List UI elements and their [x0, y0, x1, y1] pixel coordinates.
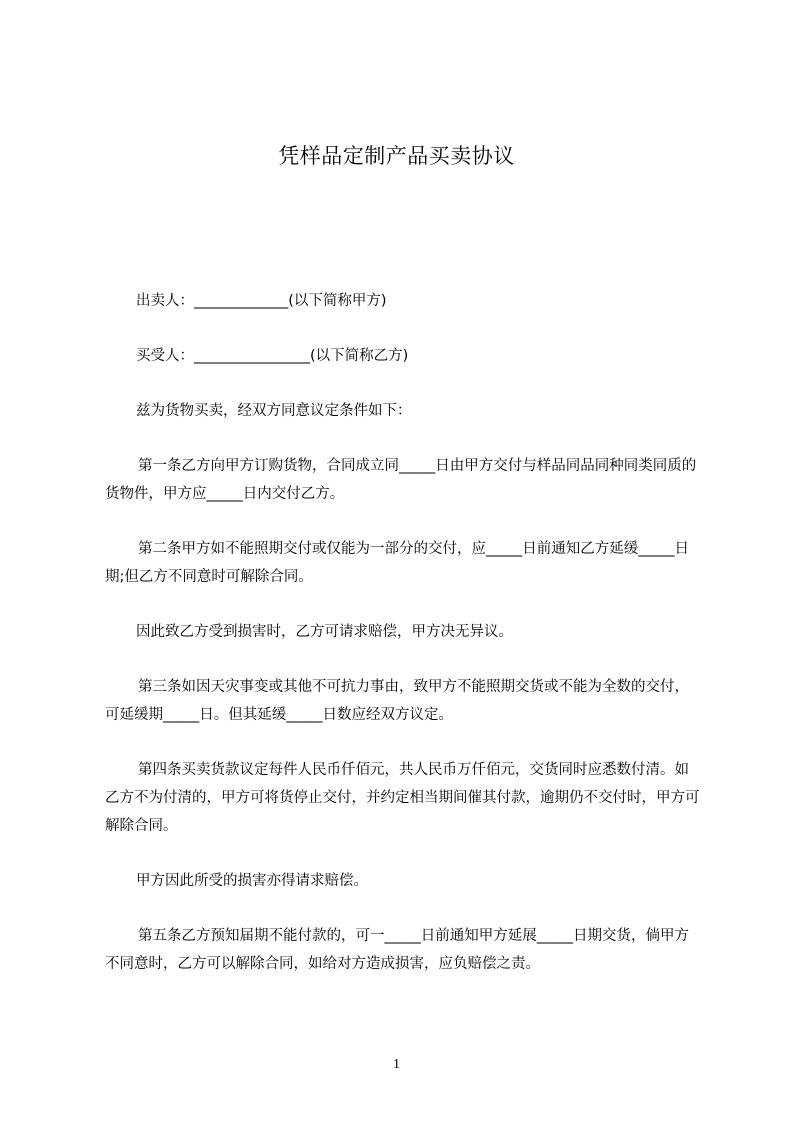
paragraph-article-4: 第四条买卖货款议定每件人民币仟佰元，共人民币万仟佰元，交货同时应悉数付清。如乙方不为付清的，甲方可将货停止交付，并约定相当期间催其付款，逾期仍不交付时，甲方可解除合同。	[105, 762, 700, 834]
paragraph-seller: 出卖人：_____________(以下简称甲方)	[136, 293, 387, 309]
paragraph-damages-1: 因此致乙方受到损害时，乙方可请求赔偿，甲方决无异议。	[136, 624, 513, 640]
paragraph-article-3: 第三条如因天灾事变或其他不可抗力事由，致甲方不能照期交货或不能为全数的交付，可延缓期_____日。但其延缓_____日数应经双方议定。	[105, 679, 689, 723]
document-body	[105, 287, 700, 1005]
paragraph-article-2: 第二条甲方如不能照期交付或仅能为一部分的交付，应_____日前通知乙方延缓_____日期;但乙方不同意时可解除合同。	[105, 541, 689, 585]
page-number: 1	[393, 1057, 400, 1072]
document-title: 凭样品定制产品买卖协议	[278, 144, 515, 168]
paragraph-damages-2: 甲方因此所受的损害亦得请求赔偿。	[136, 873, 368, 889]
paragraph-preamble: 兹为货物买卖，经双方同意议定条件如下：	[136, 403, 412, 419]
paragraph-article-5: 第五条乙方预知届期不能付款的，可一_____日前通知甲方延展_____日期交货，倘甲方不同意时，乙方可以解除合同，如给对方造成损害，应负赔偿之责。	[105, 928, 689, 972]
paragraph-buyer: 买受人：________________(以下简称乙方)	[136, 348, 409, 364]
paragraph-article-1: 第一条乙方向甲方订购货物，合同成立同_____日由甲方交付与样品同品同种同类同质的货物件，甲方应_____日内交付乙方。	[105, 458, 697, 502]
